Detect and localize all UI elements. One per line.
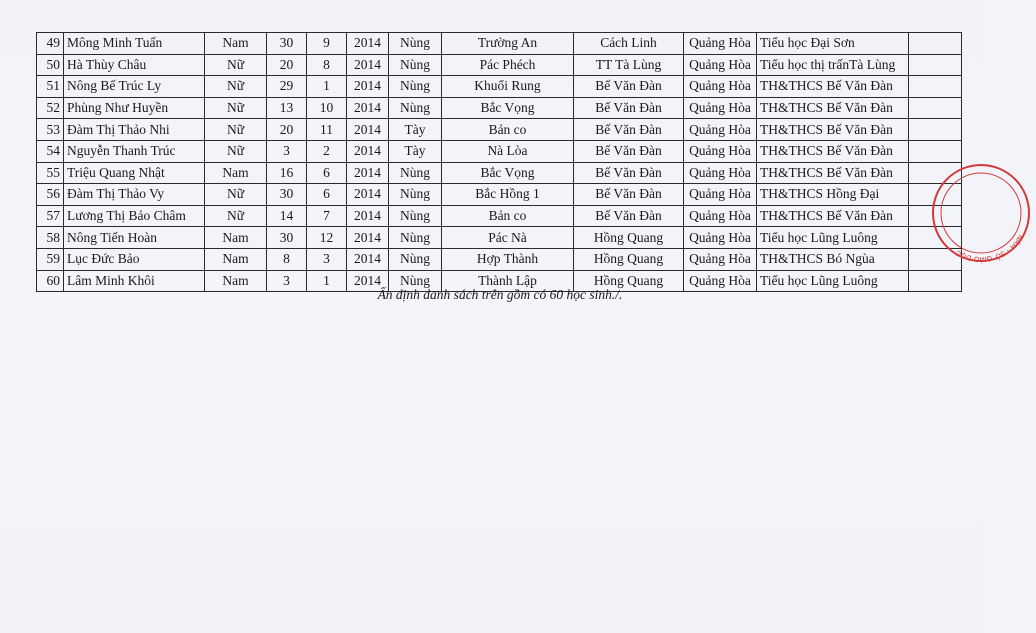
birth-year-cell: 2014 — [347, 162, 389, 184]
district-cell: Quảng Hòa — [684, 227, 757, 249]
gender-cell: Nam — [205, 33, 267, 55]
table-row — [37, 227, 962, 249]
birth-day-cell: 16 — [267, 162, 307, 184]
school-cell: Tiểu học Lũng Luông — [757, 270, 909, 292]
birth-month-cell: 10 — [307, 97, 347, 119]
commune-cell: Hồng Quang — [574, 248, 684, 270]
district-cell: Quảng Hòa — [684, 54, 757, 76]
student-name-cell: Hà Thùy Châu — [64, 54, 205, 76]
gender-cell: Nữ — [205, 97, 267, 119]
school-cell: TH&THCS Bế Văn Đàn — [757, 76, 909, 98]
birth-month-cell: 8 — [307, 54, 347, 76]
birth-month-cell: 1 — [307, 76, 347, 98]
table-row — [37, 140, 962, 162]
birth-day-cell: 30 — [267, 227, 307, 249]
gender-cell: Nữ — [205, 54, 267, 76]
ethnicity-cell: Nùng — [389, 97, 442, 119]
commune-cell: Cách Linh — [574, 33, 684, 55]
note-cell — [909, 76, 962, 98]
birth-month-cell: 7 — [307, 205, 347, 227]
official-stamp — [926, 158, 1036, 268]
district-cell: Quảng Hòa — [684, 184, 757, 206]
table-row — [37, 76, 962, 98]
stt-cell: 53 — [37, 119, 64, 141]
birth-year-cell: 2014 — [347, 184, 389, 206]
gender-cell: Nữ — [205, 205, 267, 227]
birth-month-cell: 2 — [307, 140, 347, 162]
ethnicity-cell: Nùng — [389, 227, 442, 249]
birth-year-cell: 2014 — [347, 248, 389, 270]
student-name-cell: Lâm Minh Khôi — [64, 270, 205, 292]
school-cell: TH&THCS Bế Văn Đàn — [757, 205, 909, 227]
table-row — [37, 205, 962, 227]
birth-day-cell: 14 — [267, 205, 307, 227]
ethnicity-cell: Nùng — [389, 270, 442, 292]
village-cell: Thành Lập — [442, 270, 574, 292]
village-cell: Bắc Vọng — [442, 97, 574, 119]
birth-day-cell: 13 — [267, 97, 307, 119]
student-name-cell: Phùng Như Huyền — [64, 97, 205, 119]
commune-cell: Bế Văn Đàn — [574, 162, 684, 184]
school-cell: Tiểu học Lũng Luông — [757, 227, 909, 249]
birth-day-cell: 29 — [267, 76, 307, 98]
stt-cell: 50 — [37, 54, 64, 76]
birth-month-cell: 9 — [307, 33, 347, 55]
school-cell: Tiểu học Đại Sơn — [757, 33, 909, 55]
stt-cell: 60 — [37, 270, 64, 292]
birth-year-cell: 2014 — [347, 205, 389, 227]
birth-year-cell: 2014 — [347, 227, 389, 249]
ethnicity-cell: Nùng — [389, 162, 442, 184]
stt-cell: 55 — [37, 162, 64, 184]
gender-cell: Nữ — [205, 140, 267, 162]
district-cell: Quảng Hòa — [684, 270, 757, 292]
commune-cell: Bế Văn Đàn — [574, 97, 684, 119]
school-cell: TH&THCS Bế Văn Đàn — [757, 162, 909, 184]
birth-day-cell: 20 — [267, 119, 307, 141]
district-cell: Quảng Hòa — [684, 76, 757, 98]
birth-month-cell: 12 — [307, 227, 347, 249]
stamp-text: NĂM - SỞ GIÁO DỤC — [954, 233, 1025, 264]
commune-cell: Bế Văn Đàn — [574, 76, 684, 98]
birth-year-cell: 2014 — [347, 119, 389, 141]
village-cell: Bắc Vọng — [442, 162, 574, 184]
birth-month-cell: 3 — [307, 248, 347, 270]
birth-day-cell: 3 — [267, 270, 307, 292]
school-cell: TH&THCS Hồng Đại — [757, 184, 909, 206]
birth-month-cell: 6 — [307, 162, 347, 184]
commune-cell: Bế Văn Đàn — [574, 119, 684, 141]
village-cell: Trường An — [442, 33, 574, 55]
village-cell: Bắc Hồng 1 — [442, 184, 574, 206]
stt-cell: 57 — [37, 205, 64, 227]
student-name-cell: Mông Minh Tuấn — [64, 33, 205, 55]
note-cell — [909, 119, 962, 141]
school-cell: Tiểu học thị trấnTà Lùng — [757, 54, 909, 76]
village-cell: Pác Nà — [442, 227, 574, 249]
birth-month-cell: 1 — [307, 270, 347, 292]
roster-body — [37, 33, 962, 292]
table-row — [37, 33, 962, 55]
school-cell: TH&THCS Bế Văn Đàn — [757, 119, 909, 141]
birth-day-cell: 3 — [267, 140, 307, 162]
stt-cell: 59 — [37, 248, 64, 270]
birth-year-cell: 2014 — [347, 270, 389, 292]
birth-month-cell: 11 — [307, 119, 347, 141]
birth-day-cell: 20 — [267, 54, 307, 76]
student-name-cell: Đàm Thị Thảo Nhi — [64, 119, 205, 141]
ethnicity-cell: Tày — [389, 140, 442, 162]
table-row — [37, 184, 962, 206]
commune-cell: TT Tà Lùng — [574, 54, 684, 76]
commune-cell: Bế Văn Đàn — [574, 205, 684, 227]
note-cell — [909, 54, 962, 76]
school-cell: TH&THCS Bó Ngùa — [757, 248, 909, 270]
table-row — [37, 119, 962, 141]
gender-cell: Nữ — [205, 184, 267, 206]
stt-cell: 51 — [37, 76, 64, 98]
student-roster-table — [36, 32, 962, 292]
village-cell: Nà Lòa — [442, 140, 574, 162]
commune-cell: Bế Văn Đàn — [574, 140, 684, 162]
district-cell: Quảng Hòa — [684, 248, 757, 270]
stt-cell: 58 — [37, 227, 64, 249]
gender-cell: Nam — [205, 248, 267, 270]
table-row — [37, 248, 962, 270]
gender-cell: Nam — [205, 227, 267, 249]
student-name-cell: Đàm Thị Thảo Vy — [64, 184, 205, 206]
birth-year-cell: 2014 — [347, 140, 389, 162]
student-name-cell: Lương Thị Bảo Châm — [64, 205, 205, 227]
district-cell: Quảng Hòa — [684, 140, 757, 162]
note-cell — [909, 33, 962, 55]
birth-year-cell: 2014 — [347, 54, 389, 76]
student-name-cell: Triệu Quang Nhật — [64, 162, 205, 184]
stamp-inner-ring — [941, 173, 1021, 253]
gender-cell: Nữ — [205, 76, 267, 98]
commune-cell: Hồng Quang — [574, 227, 684, 249]
ethnicity-cell: Tày — [389, 119, 442, 141]
village-cell: Pác Phéch — [442, 54, 574, 76]
ethnicity-cell: Nùng — [389, 54, 442, 76]
birth-year-cell: 2014 — [347, 97, 389, 119]
student-name-cell: Nguyễn Thanh Trúc — [64, 140, 205, 162]
birth-day-cell: 8 — [267, 248, 307, 270]
table-row — [37, 97, 962, 119]
village-cell: Khuổi Rung — [442, 76, 574, 98]
district-cell: Quảng Hòa — [684, 162, 757, 184]
ethnicity-cell: Nùng — [389, 248, 442, 270]
birth-day-cell: 30 — [267, 33, 307, 55]
stt-cell: 56 — [37, 184, 64, 206]
stt-cell: 54 — [37, 140, 64, 162]
table-row — [37, 162, 962, 184]
village-cell: Bản co — [442, 119, 574, 141]
ethnicity-cell: Nùng — [389, 33, 442, 55]
district-cell: Quảng Hòa — [684, 119, 757, 141]
ethnicity-cell: Nùng — [389, 184, 442, 206]
student-name-cell: Nông Tiến Hoàn — [64, 227, 205, 249]
ethnicity-cell: Nùng — [389, 205, 442, 227]
gender-cell: Nam — [205, 162, 267, 184]
district-cell: Quảng Hòa — [684, 205, 757, 227]
gender-cell: Nam — [205, 270, 267, 292]
gender-cell: Nữ — [205, 119, 267, 141]
birth-year-cell: 2014 — [347, 76, 389, 98]
commune-cell: Hồng Quang — [574, 270, 684, 292]
ethnicity-cell: Nùng — [389, 76, 442, 98]
footer-note: Ấn định danh sách trên gồm có 60 học sinh./. — [377, 287, 623, 302]
school-cell: TH&THCS Bế Văn Đàn — [757, 140, 909, 162]
note-cell — [909, 97, 962, 119]
birth-month-cell: 6 — [307, 184, 347, 206]
district-cell: Quảng Hòa — [684, 97, 757, 119]
commune-cell: Bế Văn Đàn — [574, 184, 684, 206]
student-name-cell: Lục Đức Bảo — [64, 248, 205, 270]
table-row — [37, 54, 962, 76]
stt-cell: 52 — [37, 97, 64, 119]
student-name-cell: Nông Bế Trúc Ly — [64, 76, 205, 98]
birth-year-cell: 2014 — [347, 33, 389, 55]
stt-cell: 49 — [37, 33, 64, 55]
village-cell: Hợp Thành — [442, 248, 574, 270]
birth-day-cell: 30 — [267, 184, 307, 206]
school-cell: TH&THCS Bế Văn Đàn — [757, 97, 909, 119]
village-cell: Bản co — [442, 205, 574, 227]
district-cell: Quảng Hòa — [684, 33, 757, 55]
